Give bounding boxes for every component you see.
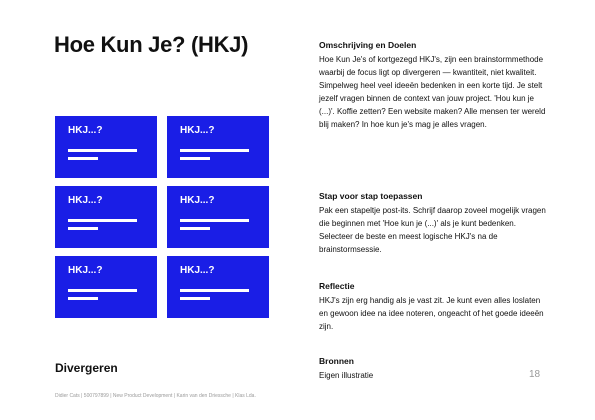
section-heading: Reflectie — [319, 281, 355, 291]
reflection-section — [319, 281, 551, 333]
sources-section — [319, 356, 551, 382]
hkj-card-label: HKJ...? — [68, 265, 103, 276]
placeholder-line — [180, 157, 210, 160]
hkj-card — [55, 116, 157, 178]
page-title: Hoe Kun Je? (HKJ) — [54, 32, 249, 57]
placeholder-line — [68, 157, 98, 160]
placeholder-line — [68, 289, 137, 292]
section-label: Divergeren — [55, 361, 118, 375]
section-body: Eigen illustratie — [319, 371, 374, 380]
steps-section — [319, 191, 551, 256]
placeholder-line — [68, 149, 137, 152]
hkj-card — [55, 186, 157, 248]
section-heading: Bronnen — [319, 356, 354, 366]
footer-credits: Didier Cats | 500797899 | New Product Development | Karin van den Driessche | Klas Lda. — [55, 393, 256, 399]
section-heading: Omschrijving en Doelen — [319, 40, 417, 50]
hkj-card-grid — [55, 116, 269, 318]
hkj-card-label: HKJ...? — [180, 195, 215, 206]
hkj-card-label: HKJ...? — [180, 125, 215, 136]
description-section — [319, 40, 551, 131]
section-body: Pak een stapeltje post-its. Schrijf daarop zoveel mogelijk vragen die beginnen met 'Hoe kun je (...)' als je kunt bedenken. Selecteer de beste en meest logische HKJ's na de brainstormsessie. — [319, 206, 546, 254]
placeholder-line — [180, 227, 210, 230]
placeholder-line — [180, 149, 249, 152]
hkj-card-label: HKJ...? — [68, 195, 103, 206]
placeholder-line — [68, 227, 98, 230]
hkj-card — [167, 186, 269, 248]
placeholder-line — [180, 297, 210, 300]
placeholder-line — [180, 219, 249, 222]
hkj-card — [167, 116, 269, 178]
hkj-card-label: HKJ...? — [180, 265, 215, 276]
section-heading: Stap voor stap toepassen — [319, 191, 423, 201]
hkj-card — [55, 256, 157, 318]
hkj-card — [167, 256, 269, 318]
placeholder-line — [68, 297, 98, 300]
placeholder-line — [180, 289, 249, 292]
placeholder-line — [68, 219, 137, 222]
section-body: HKJ's zijn erg handig als je vast zit. Je kunt even alles loslaten en gewoon idee na idee noteren, ongeacht of het goede ideeën zijn. — [319, 296, 544, 331]
hkj-card-label: HKJ...? — [68, 125, 103, 136]
page-number: 18 — [529, 369, 541, 380]
section-body: Hoe Kun Je's of kortgezegd HKJ's, zijn een brainstormmethode waarbij de focus ligt op divergeren — kwantiteit, niet kwaliteit. Simpelweg heel veel ideeën bedenken in een korte tijd. Je stelt jezelf vragen binnen de context van jouw project. 'Hou kun je (...)'. Koffie zetten? Een website maken? Alle mensen ter wereld blij maken? In hoe kun je's mag je alles vragen. — [319, 55, 546, 129]
